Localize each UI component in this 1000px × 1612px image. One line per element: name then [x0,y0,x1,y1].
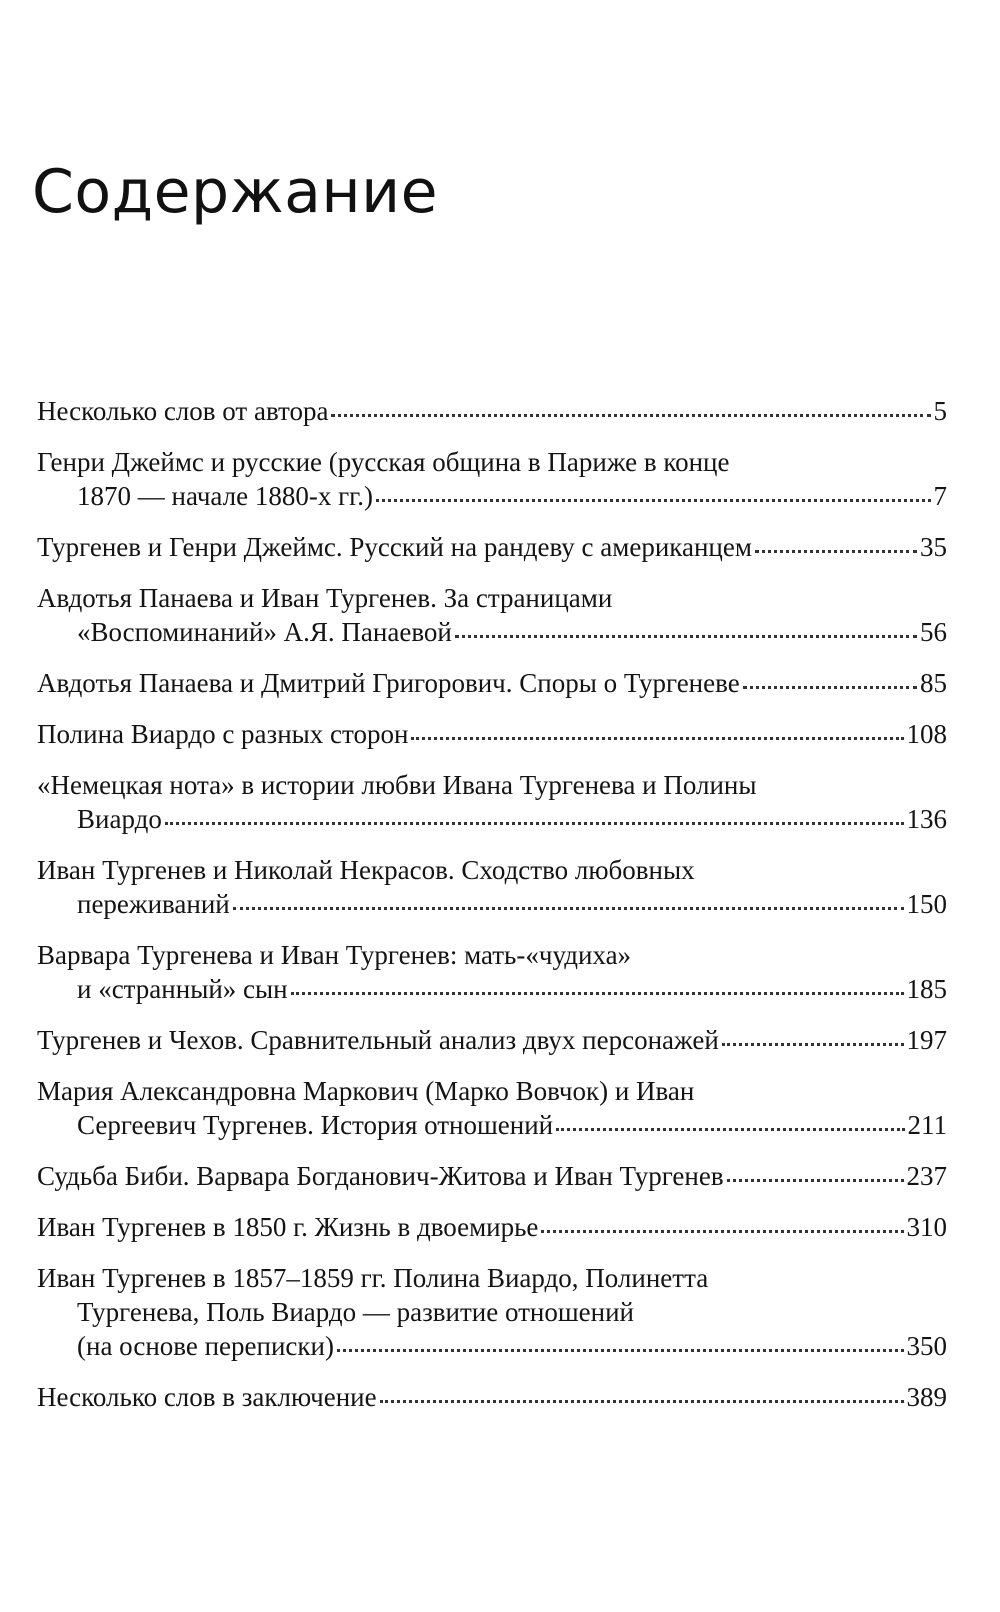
page-number: 350 [906,1331,947,1361]
dot-leader [233,907,904,910]
page-number: 197 [906,1025,947,1055]
entry-title: Варвара Тургенева и Иван Тургенев: мать-«чудиха» [37,940,632,970]
toc-entry [37,938,947,1006]
entry-title: переживаний [77,889,230,919]
page-number: 310 [906,1212,947,1242]
page-number: 108 [906,719,947,749]
toc-entry-line [37,1329,947,1363]
entry-title: «Немецкая нота» в истории любви Ивана Тургенева и Полины [37,770,757,800]
page-number: 211 [907,1110,947,1140]
entry-title: Судьба Биби. Варвара Богданович-Житова и Иван Тургенев [37,1161,724,1191]
entry-title: Виардо [77,804,162,834]
toc-entry-line [37,1295,947,1329]
toc-entry [37,666,947,700]
entry-title: Несколько слов от автора [37,396,329,426]
entry-title: Иван Тургенев и Николай Некрасов. Сходство любовных [37,855,695,885]
page-number: 150 [906,889,947,919]
dot-leader [411,737,903,740]
entry-title: Полина Виардо с разных сторон [37,719,409,749]
dot-leader [376,499,931,502]
toc-entry [37,1074,947,1142]
dot-leader [727,1179,904,1182]
toc-entry-line [37,1210,947,1244]
toc-entry [37,530,947,564]
toc-entry-line [37,445,947,479]
dot-leader [331,414,930,417]
toc-entry-line [37,853,947,887]
entry-title: Тургенев и Чехов. Сравнительный анализ двух персонажей [37,1025,719,1055]
page-number: 56 [920,617,947,647]
entry-title: Мария Александровна Маркович (Марко Вовчок) и Иван [37,1076,695,1106]
entry-title: и «странный» сын [77,974,288,1004]
toc-entry [37,581,947,649]
toc-entry-line [37,938,947,972]
page-number: 7 [933,481,947,511]
toc-entry [37,1210,947,1244]
toc-entry [37,1023,947,1057]
entry-title: «Воспоминаний» А.Я. Панаевой [77,617,452,647]
entry-title: Несколько слов в заключение [37,1382,377,1412]
dot-leader [291,992,904,995]
toc-entry-line [37,479,947,513]
toc-entry [37,445,947,513]
page-number: 185 [906,974,947,1004]
dot-leader [337,1349,904,1352]
page-number: 35 [920,532,947,562]
dot-leader [755,550,917,553]
dot-leader [743,686,917,689]
toc-entry-line [37,581,947,615]
entry-title: Тургенев и Генри Джеймс. Русский на рандеву с американцем [37,532,752,562]
page-number: 136 [906,804,947,834]
toc-entry-line [37,666,947,700]
dot-leader [380,1400,904,1403]
entry-title: Иван Тургенев в 1850 г. Жизнь в двоемирье [37,1212,539,1242]
dot-leader [165,822,904,825]
entry-title: 1870 — начале 1880-х гг.) [77,481,373,511]
toc-entry-line [37,1023,947,1057]
toc-entry [37,394,947,428]
toc-entry-line [37,802,947,836]
toc-entry-line [37,394,947,428]
toc-entry-line [37,1108,947,1142]
page-number: 237 [906,1161,947,1191]
toc-entry-line [37,1159,947,1193]
dot-leader [541,1230,903,1233]
dot-leader [556,1128,904,1131]
toc-entry-line [37,615,947,649]
dot-leader [722,1043,904,1046]
toc-entry-line [37,1074,947,1108]
toc-entry-line [37,1261,947,1295]
entry-title: (на основе переписки) [77,1331,334,1361]
page-number: 5 [933,396,947,426]
toc-entry [37,717,947,751]
entry-title: Тургенева, Поль Виардо — развитие отношений [77,1297,635,1327]
entry-title: Генри Джеймс и русские (русская община в Париже в конце [37,447,730,477]
toc-entry-line [37,768,947,802]
toc-entry [37,853,947,921]
dot-leader [455,635,917,638]
page-title: Содержание [32,157,439,227]
toc-entry [37,1380,947,1414]
entry-title: Иван Тургенев в 1857–1859 гг. Полина Виардо, Полинетта [37,1263,709,1293]
toc-entry [37,1261,947,1363]
table-of-contents [37,394,947,1431]
toc-entry [37,1159,947,1193]
toc-entry [37,768,947,836]
toc-entry-line [37,530,947,564]
toc-entry-line [37,717,947,751]
page-number: 389 [906,1382,947,1412]
entry-title: Авдотья Панаева и Дмитрий Григорович. Споры о Тургеневе [37,668,740,698]
entry-title: Сергеевич Тургенев. История отношений [77,1110,554,1140]
toc-entry-line [37,887,947,921]
toc-entry-line [37,1380,947,1414]
toc-entry-line [37,972,947,1006]
entry-title: Авдотья Панаева и Иван Тургенев. За страницами [37,583,613,613]
page-number: 85 [920,668,947,698]
